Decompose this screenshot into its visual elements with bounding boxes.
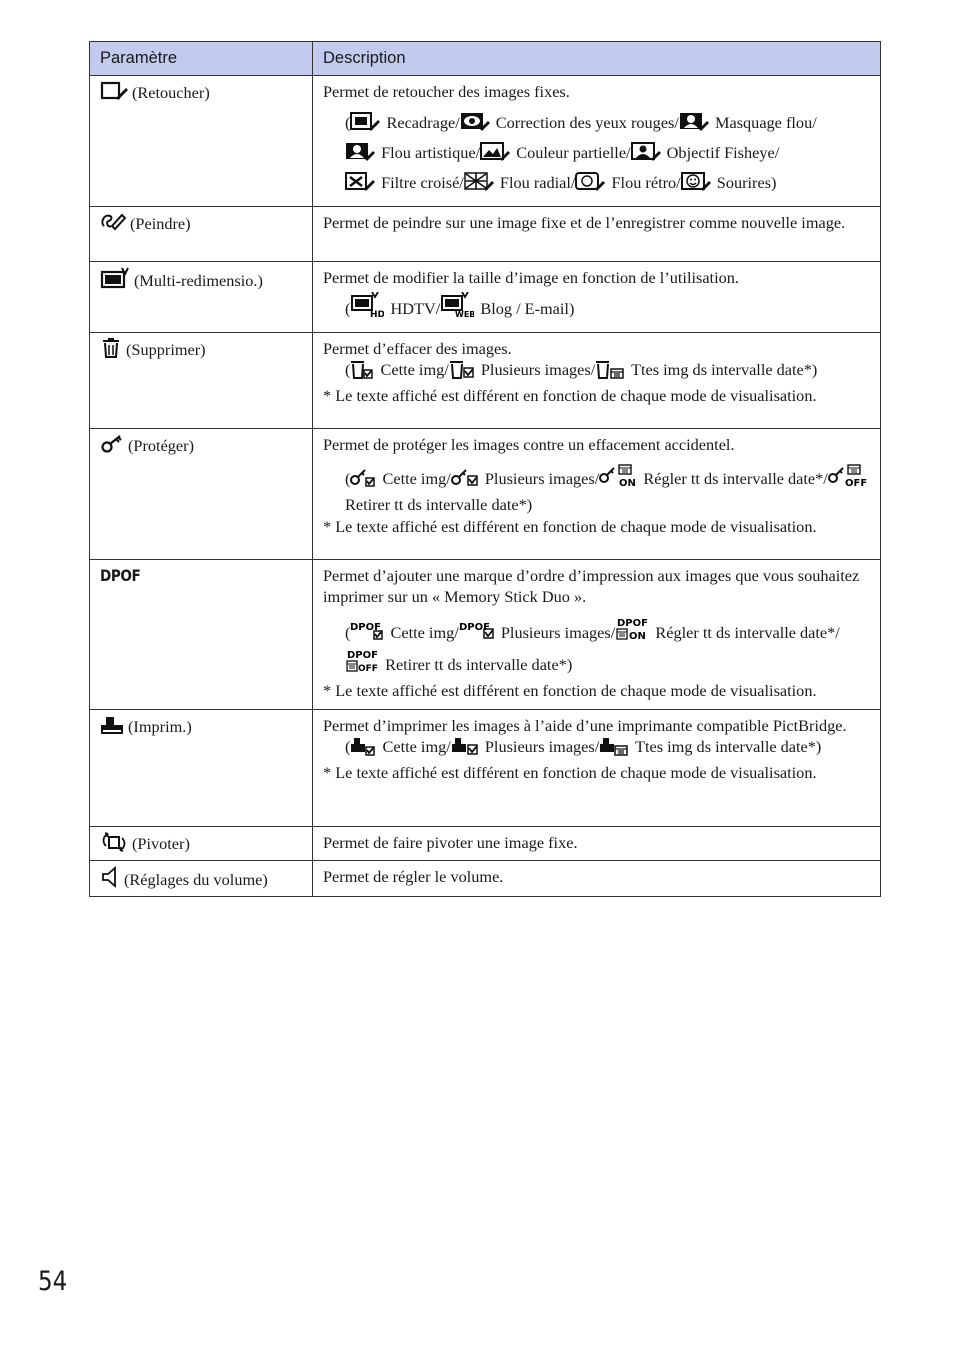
print-multiple-icon <box>451 736 479 762</box>
opt-remove-all: Retirer tt ds intervalle date*) <box>345 495 533 514</box>
param-label: (Imprim.) <box>128 717 192 736</box>
opt-yeux: Correction des yeux rouges/ <box>495 113 679 132</box>
table-row <box>90 333 881 429</box>
dpof-set-all-icon <box>615 616 649 648</box>
footnote: * Le texte affiché est différent en fonction de chaque mode de visualisation. <box>323 763 817 782</box>
table-row <box>90 429 881 560</box>
table-row <box>90 207 881 262</box>
opt-masquage: Masquage flou/ <box>715 113 817 132</box>
opt-this: Cette img/ <box>390 623 459 642</box>
dpof-remove-all-icon <box>345 648 379 680</box>
table-row <box>90 76 881 207</box>
trash-all-icon <box>595 359 625 385</box>
opt-recadrage: Recadrage/ <box>386 113 460 132</box>
cross-filter-icon <box>345 172 375 200</box>
description-text: Permet de protéger les images contre un effacement accidentel. <box>323 435 735 454</box>
opt-this: Cette img/ <box>382 737 451 756</box>
opt-multiple: Plusieurs images/ <box>500 623 616 642</box>
header-description: Description <box>313 42 881 76</box>
svg-text:DPOF: DPOF <box>458 622 490 633</box>
paint-icon <box>100 212 126 232</box>
opt-multiple: Plusieurs images/ <box>480 360 596 379</box>
options-list <box>345 736 870 762</box>
description-text: Permet d’effacer des images. <box>323 339 512 358</box>
param-label: (Réglages du volume) <box>124 870 268 889</box>
header-parameter: Paramètre <box>90 42 313 76</box>
param-cell <box>90 861 313 897</box>
dpof-icon: DPOF <box>100 566 141 585</box>
description-cell <box>313 827 881 861</box>
param-cell <box>90 333 313 429</box>
dpof-multiple-icon <box>459 620 495 648</box>
description-text: Permet de régler le volume. <box>323 867 504 886</box>
svg-text:DPOF: DPOF <box>350 622 382 633</box>
svg-text:OFF: OFF <box>358 664 378 674</box>
options-list <box>345 359 870 385</box>
footnote: * Le texte affiché est différent en fonction de chaque mode de visualisation. <box>323 517 817 536</box>
retro-icon <box>575 172 605 200</box>
multi-resize-icon <box>100 267 130 289</box>
description-text: Permet d’imprimer les images à l’aide d’une imprimante compatible PictBridge. <box>323 716 847 735</box>
protect-multiple-icon <box>451 468 479 494</box>
opt-radial: Flou radial/ <box>499 173 576 192</box>
dpof-this-icon <box>350 620 384 648</box>
description-cell <box>313 207 881 262</box>
opt-filtre: Filtre croisé/ <box>381 173 464 192</box>
param-label: (Multi-redimensio.) <box>134 271 263 290</box>
description-cell <box>313 333 881 429</box>
description-text: Permet de retoucher des images fixes. <box>323 82 570 101</box>
footnote: * Le texte affiché est différent en fonction de chaque mode de visualisation. <box>323 386 817 405</box>
web-resize-icon <box>440 292 474 326</box>
paren: ( <box>345 299 351 318</box>
page-number: 54 <box>38 1266 68 1297</box>
radial-blur-icon <box>464 172 494 200</box>
parameters-table <box>89 41 881 897</box>
trash-icon <box>100 338 122 358</box>
paren: ( <box>345 469 351 488</box>
protect-set-all-icon <box>599 464 637 494</box>
description-cell <box>313 861 881 897</box>
options-list <box>345 616 870 680</box>
table-row <box>90 262 881 333</box>
opt-retro: Flou rétro/ <box>611 173 681 192</box>
param-label: (Supprimer) <box>126 340 206 359</box>
svg-text:OFF: OFF <box>844 478 867 488</box>
volume-icon <box>100 866 120 888</box>
trash-multiple-icon <box>449 359 475 385</box>
options-list <box>345 110 870 200</box>
paren: ( <box>345 360 351 379</box>
opt-fisheye: Objectif Fisheye/ <box>666 143 780 162</box>
description-cell <box>313 560 881 710</box>
paren: ( <box>345 623 351 642</box>
trash-this-icon <box>350 359 374 385</box>
param-cell <box>90 76 313 207</box>
table-row <box>90 710 881 827</box>
table-row <box>90 560 881 710</box>
print-icon <box>100 715 124 735</box>
param-cell <box>90 429 313 560</box>
footnote: * Le texte affiché est différent en fonction de chaque mode de visualisation. <box>323 681 817 700</box>
opt-couleur: Couleur partielle/ <box>516 143 631 162</box>
svg-text:ON: ON <box>629 631 647 642</box>
partial-color-icon <box>480 142 510 170</box>
opt-sourires: Sourires) <box>716 173 777 192</box>
paren: ( <box>345 737 351 756</box>
fisheye-icon <box>631 142 661 170</box>
description-text: Permet de peindre sur une image fixe et de l’enregistrer comme nouvelle image. <box>323 213 846 232</box>
description-cell <box>313 429 881 560</box>
description-text: Permet de modifier la taille d’image en fonction de l’utilisation. <box>323 268 739 287</box>
smile-icon <box>681 172 711 200</box>
opt-all: Ttes img ds intervalle date*) <box>631 360 818 379</box>
opt-this: Cette img/ <box>380 360 449 379</box>
paren: ( <box>345 113 351 132</box>
description-text: Permet d’ajouter une marque d’ordre d’impression aux images que vous souhaitez imprimer sur un « Memory Stick Duo ». <box>323 566 860 606</box>
retouch-icon <box>100 81 128 101</box>
param-label: (Retoucher) <box>132 83 210 102</box>
trim-icon <box>350 112 380 140</box>
protect-key-icon <box>100 434 124 454</box>
description-cell <box>313 76 881 207</box>
opt-set-all: Régler tt ds intervalle date*/ <box>655 623 840 642</box>
svg-text:DPOF: DPOF <box>617 618 649 629</box>
opt-set-all: Régler tt ds intervalle date*/ <box>643 469 828 488</box>
description-text: Permet de faire pivoter une image fixe. <box>323 833 578 852</box>
opt-this: Cette img/ <box>382 469 451 488</box>
param-cell <box>90 827 313 861</box>
hd-resize-icon <box>350 292 384 326</box>
param-label: (Peindre) <box>130 214 191 233</box>
print-all-icon <box>599 736 629 762</box>
param-label: (Pivoter) <box>132 834 190 853</box>
description-cell <box>313 710 881 827</box>
param-cell <box>90 710 313 827</box>
param-cell <box>90 207 313 262</box>
opt-all: Ttes img ds intervalle date*) <box>635 737 822 756</box>
svg-text:WEB: WEB <box>455 310 475 318</box>
options-list <box>345 464 870 516</box>
description-cell <box>313 262 881 333</box>
protect-this-icon <box>350 468 376 494</box>
param-cell <box>90 262 313 333</box>
unsharp-mask-icon <box>679 112 709 140</box>
options-list <box>345 292 870 326</box>
opt-remove-all: Retirer tt ds intervalle date*) <box>385 655 573 674</box>
opt-blog: Blog / E-mail) <box>480 299 575 318</box>
opt-multiple: Plusieurs images/ <box>484 737 600 756</box>
table-header-row <box>90 42 881 76</box>
opt-multiple: Plusieurs images/ <box>484 469 600 488</box>
opt-hdtv: HDTV/ <box>390 299 441 318</box>
soft-focus-icon <box>345 142 375 170</box>
svg-text:DPOF: DPOF <box>347 650 378 661</box>
print-this-icon <box>350 736 376 762</box>
table-row <box>90 827 881 861</box>
svg-text:HD: HD <box>370 310 385 318</box>
param-label: (Protéger) <box>128 436 194 455</box>
protect-remove-all-icon <box>828 464 868 494</box>
rotate-icon <box>100 832 128 852</box>
red-eye-icon <box>460 112 490 140</box>
opt-flou-artistique: Flou artistique/ <box>381 143 481 162</box>
svg-text:ON: ON <box>619 478 637 488</box>
table-row <box>90 861 881 897</box>
param-cell <box>90 560 313 710</box>
